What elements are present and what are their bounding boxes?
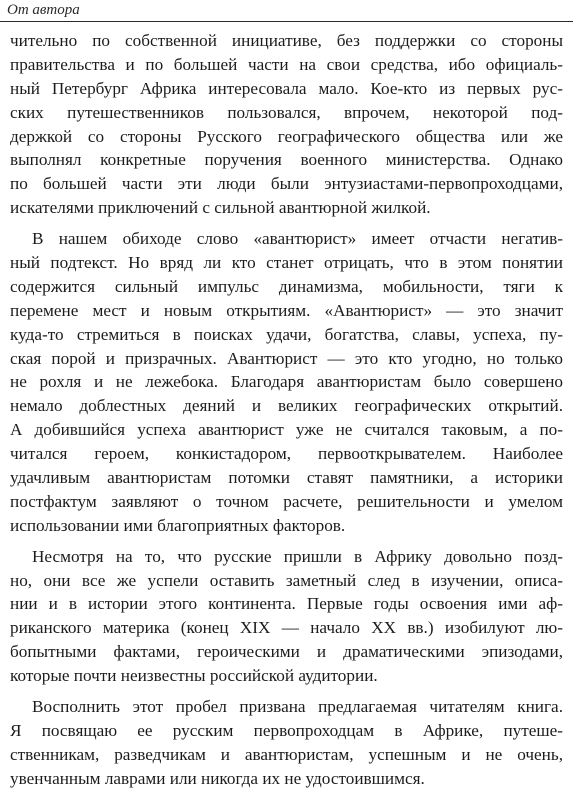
text-line: ская порой и призрачных. Авантюрист — это кто угодно, но только: [10, 348, 563, 368]
running-head-title: От автора: [7, 2, 80, 18]
text-line: Я посвящаю ее русским первопроходцам в Африке, путеше-: [10, 720, 563, 740]
header-rule: [0, 21, 573, 22]
text-line: выполнял конкретные поручения военного министерства. Однако: [10, 150, 563, 170]
paragraph-4: [10, 695, 563, 791]
text-line: увенчанным лаврами или никогда их не удостоившимся.: [10, 768, 425, 788]
text-line: по большей части эти люди были энтузиастами-первопроходцами,: [10, 174, 563, 194]
text-line: но, они все же успели оставить заметный след в изучении, описа-: [10, 570, 563, 590]
text-line: искателями приключений с сильной авантюрной жилкой.: [10, 198, 431, 218]
text-line: держкой со стороны Русского географического общества или же: [10, 126, 563, 146]
text-line: читался героем, конкистадором, первооткрывателем. Наиболее: [10, 444, 563, 464]
text-line: А добившийся успеха авантюрист уже не считался таковым, а по-: [10, 420, 563, 440]
text-line: которые почти неизвестны российской аудитории.: [10, 666, 378, 686]
text-line: использовании ими благоприятных факторов.: [10, 515, 346, 535]
text-line: постфактум заявляют о точном расчете, решительности и умелом: [10, 491, 563, 511]
text-line: правительства и по большей части на свои средства, ибо официаль-: [10, 54, 563, 74]
body-text: [10, 29, 563, 791]
text-line: куда-то стремиться в поисках удачи, богатства, славы, успеха, пу-: [10, 324, 563, 344]
text-line: удачливым авантюристам потомки ставят памятники, а историки: [10, 468, 563, 488]
text-line: чительно по собственной инициативе, без поддержки со стороны: [10, 31, 563, 50]
paragraph-2: [10, 227, 563, 538]
text-line: В нашем обиходе слово «авантюрист» имеет отчасти негатив-: [32, 229, 563, 249]
text-line: немало доблестных деяний и великих географических открытий.: [10, 396, 563, 416]
text-line: перемене мест и новым открытиям. «Авантюрист» — это значит: [10, 300, 563, 320]
text-line: Несмотря на то, что русские пришли в Африку довольно позд-: [32, 546, 563, 566]
text-line: Восполнить этот пробел призвана предлагаемая читателям книга.: [32, 697, 563, 717]
text-line: ских путешественников пользовался, впрочем, некоторой под-: [10, 102, 563, 122]
text-line: ный Петербург Африка интересовала мало. Кое-кто из первых рус-: [10, 78, 563, 98]
text-line: ственникам, разведчикам и авантюристам, успешным и не очень,: [10, 744, 563, 764]
paragraph-3: [10, 545, 563, 688]
text-line: ный подтекст. Но вряд ли кто станет отрицать, что в этом понятии: [10, 253, 563, 273]
text-line: риканского материка (конец XIX — начало XX вв.) изобилуют лю-: [10, 618, 563, 638]
text-line: не рохля и не лежебока. Благодаря авантюристам было совершено: [10, 372, 563, 392]
text-line: содержится сильный импульс динамизма, мобильности, тяги к: [10, 276, 563, 296]
text-line: бопытными фактами, героическими и драматическими эпизодами,: [10, 642, 563, 662]
text-line: нии и в истории этого континента. Первые годы освоения ими аф-: [10, 594, 563, 614]
paragraph-1: [10, 29, 563, 220]
